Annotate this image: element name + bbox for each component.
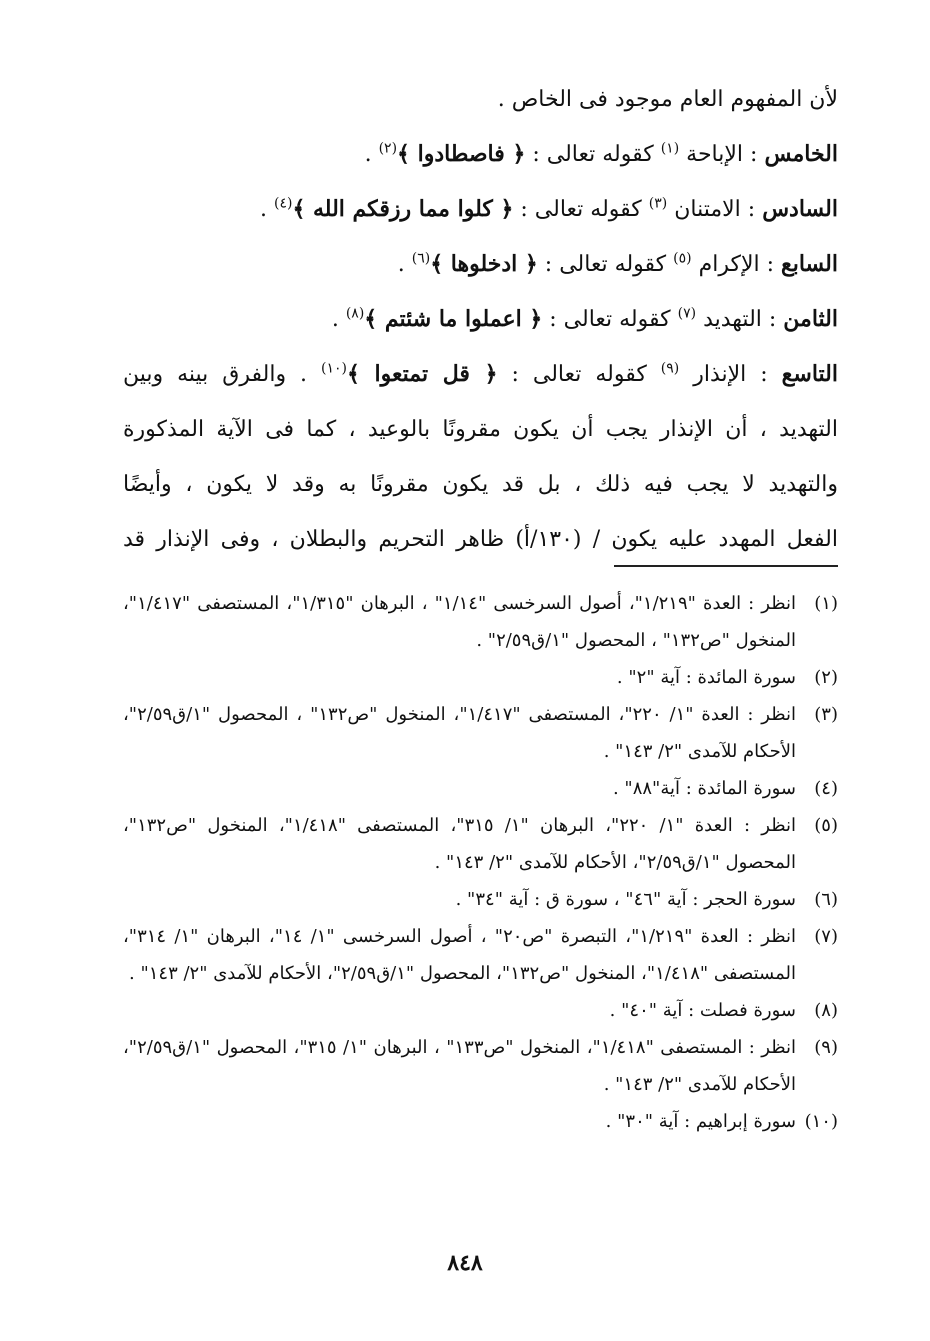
footnote-item — [123, 881, 838, 918]
page-number: ٨٤٨ — [447, 1250, 483, 1276]
footnote-ref: (٥) — [673, 250, 692, 267]
footnote-number: (٢) — [814, 667, 838, 688]
item-end: . والفرق بينه وبين — [123, 362, 322, 387]
item-lead: كقوله تعالى : — [525, 142, 661, 167]
quran-verse: ﴿ اعملوا ما شئتم ﴾ — [364, 306, 543, 332]
main-text — [123, 72, 838, 567]
footnote-number: (٨) — [814, 1000, 838, 1021]
footnote-ref: (٣) — [648, 195, 668, 212]
footnote-item — [123, 918, 838, 992]
footnote-ref: (٦) — [411, 250, 431, 267]
footnote-number: (٧) — [814, 926, 838, 947]
item-text: : الإكرام — [691, 252, 782, 277]
item-label: السابع — [781, 251, 838, 277]
item-fifth — [123, 127, 838, 182]
footnote-text: سورة المائدة : آية"٨٨" . — [612, 778, 796, 799]
footnote-item — [123, 992, 838, 1029]
item-sixth — [123, 182, 838, 237]
paragraph-line: التهديد ، أن الإنذار يجب أن يكون مقرونًا بالوعيد ، كما فى الآية المذكورة — [123, 417, 838, 442]
footnote-text: انظر : العدة "١/ ٢٢٠"، المستصفى "١/٤١٧"، المنخول "ص١٣٢" ، المحصول "١/ق٢/٥٩"، الأحكام للآمدى "٢/ ١٤٣" . — [123, 704, 796, 762]
footnote-number: (٣) — [814, 704, 838, 725]
item-text: : التهديد — [696, 307, 784, 332]
footnote-text: سورة الحجر : آية "٤٦" ، سورة ق : آية "٣٤" . — [455, 889, 796, 910]
item-lead: كقوله تعالى : — [537, 252, 674, 277]
footnote-item — [123, 585, 838, 659]
item-ninth — [123, 347, 838, 402]
quran-verse: ﴿ قل تمتعوا ﴾ — [347, 361, 498, 387]
footnote-number: (٩) — [814, 1037, 838, 1058]
quran-verse: ﴿ ادخلوها ﴾ — [430, 251, 538, 277]
item-seventh — [123, 237, 838, 292]
footnote-number: (١٠) — [804, 1111, 838, 1132]
paragraph-line: الفعل المهدد عليه يكون / (١٣٠/أ) ظاهر التحريم والبطلان ، وفى الإنذار قد — [123, 527, 838, 552]
item-end: . — [259, 197, 274, 222]
footnote-number: (٦) — [814, 889, 838, 910]
footnote-ref: (٧) — [677, 305, 697, 322]
footnote-separator — [614, 565, 838, 567]
footnote-number: (٥) — [814, 815, 838, 836]
footnote-ref: (٢) — [378, 140, 398, 157]
footnote-ref: (٨) — [345, 305, 365, 322]
item-end: . — [397, 252, 412, 277]
item-lead: كقوله تعالى : — [497, 362, 661, 387]
footnote-text: سورة المائدة : آية "٢" . — [616, 667, 796, 688]
footnote-number: (٤) — [814, 778, 838, 799]
paragraph-line: والتهديد لا يجب فيه ذلك ، بل قد يكون مقرونًا به وقد لا يكون ، وأيضًا — [123, 472, 838, 497]
footnote-ref: (١٠) — [321, 360, 348, 377]
item-end: . — [364, 142, 379, 167]
item-eighth — [123, 292, 838, 347]
footnote-text: انظر : العدة "١/٢١٩"، أصول السرخسى "١/١٤" ، البرهان "١/٣١٥"، المستصفى "١/٤١٧"، المنخول "ص١٣٢" ، المحصول "١/ق٢/٥٩" . — [123, 593, 796, 651]
footnote-ref: (١) — [660, 140, 680, 157]
item-text: : الإباحة — [679, 142, 765, 167]
footnote-text: انظر : العدة "١/٢١٩"، التبصرة "ص٢٠" ، أصول السرخسى "١/ ١٤"، البرهان "١/ ٣١٤"، المستصفى "١/٤١٨"، المنخول "ص١٣٢"، المحصول "١/ق٢/٥٩"، الأحكام للآمدى "٢/ ١٤٣" . — [123, 926, 796, 984]
item-lead: كقوله تعالى : — [542, 307, 678, 332]
footnote-ref: (٤) — [273, 195, 293, 212]
item-label: الثامن — [783, 306, 838, 332]
footnote-text: انظر : المستصفى "١/٤١٨"، المنخول "ص١٣٣" ، البرهان "١/ ٣١٥"، المحصول "١/ق٢/٥٩"، الأحكام للآمدى "٢/ ١٤٣" . — [123, 1037, 796, 1095]
item-text: : الامتنان — [667, 197, 763, 222]
footnote-item — [123, 659, 838, 696]
footnote-text: انظر : العدة "١/ ٢٢٠"، البرهان "١/ ٣١٥"، المستصفى "١/٤١٨"، المنخول "ص١٣٢"، المحصول "١/ق٢/٥٩"، الأحكام للآمدى "٢/ ١٤٣" . — [123, 815, 796, 873]
item-label: التاسع — [781, 361, 838, 387]
footnote-item — [123, 770, 838, 807]
item-label: الخامس — [764, 141, 838, 167]
footnote-text: سورة إبراهيم : آية "٣٠" . — [605, 1111, 796, 1132]
item-text: : الإنذار — [679, 362, 782, 387]
item-label: السادس — [762, 196, 838, 222]
footnote-item — [123, 1029, 838, 1103]
footnote-text: سورة فصلت : آية "٤٠" . — [609, 1000, 796, 1021]
intro-line: لأن المفهوم العام موجود فى الخاص . — [497, 87, 838, 112]
footnote-number: (١) — [814, 593, 838, 614]
footnotes — [123, 585, 838, 1140]
item-end: . — [331, 307, 346, 332]
footnote-ref: (٩) — [660, 360, 680, 377]
quran-verse: ﴿ كلوا مما رزقكم الله ﴾ — [292, 196, 514, 222]
quran-verse: ﴿ فاصطادوا ﴾ — [397, 141, 526, 167]
footnote-item — [123, 807, 838, 881]
footnote-item — [123, 696, 838, 770]
item-lead: كقوله تعالى : — [513, 197, 649, 222]
footnote-item — [123, 1103, 838, 1140]
